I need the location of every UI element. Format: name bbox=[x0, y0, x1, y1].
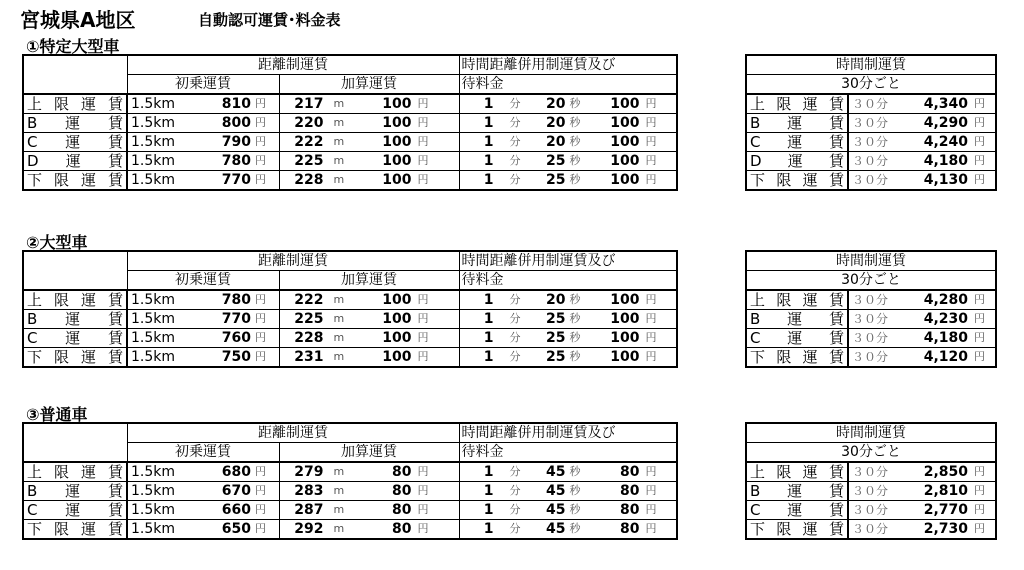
additional-distance: 217 bbox=[294, 96, 324, 112]
distance-fare-header: 距離制運賃 bbox=[258, 425, 328, 441]
row-label: 下 限 運 賃 bbox=[27, 520, 123, 538]
waiting-minutes: 1 bbox=[483, 464, 494, 480]
fare-row bbox=[23, 152, 677, 171]
yen-unit: 円 bbox=[255, 465, 266, 478]
blank-header bbox=[23, 251, 127, 290]
waiting-fee: 100 bbox=[610, 311, 640, 327]
initial-fare: 680 bbox=[221, 464, 251, 480]
second-unit: 秒 bbox=[569, 350, 581, 363]
waiting-seconds: 20 bbox=[546, 96, 566, 112]
initial-fare: 780 bbox=[221, 292, 251, 308]
meter-unit: m bbox=[333, 503, 345, 516]
waiting-fee-header: 待料金 bbox=[461, 76, 504, 92]
time-fare-header: 時間制運賃 bbox=[836, 425, 906, 441]
row-label: 下 限 運 賃 bbox=[750, 171, 844, 189]
initial-fare: 670 bbox=[221, 483, 251, 499]
time-fare-row bbox=[746, 114, 996, 133]
initial-fare: 660 bbox=[221, 502, 251, 518]
row-label: C 運 賃 bbox=[27, 133, 123, 151]
additional-distance: 225 bbox=[294, 153, 324, 169]
initial-fare-header: 初乗運賃 bbox=[175, 76, 231, 92]
yen-unit: 円 bbox=[417, 350, 429, 363]
yen-unit: 円 bbox=[645, 135, 657, 148]
second-unit: 秒 bbox=[569, 331, 581, 344]
time-fare: 2,730 bbox=[923, 521, 968, 537]
second-unit: 秒 bbox=[569, 135, 581, 148]
initial-distance: 1.5km bbox=[131, 96, 176, 112]
minute-unit: 分 bbox=[509, 465, 521, 478]
meter-unit: m bbox=[333, 484, 345, 497]
fare-table bbox=[22, 54, 678, 191]
waiting-fee: 100 bbox=[610, 172, 640, 188]
waiting-seconds: 20 bbox=[546, 292, 566, 308]
additional-fare-header: 加算運賃 bbox=[341, 272, 397, 288]
minute-unit: 分 bbox=[509, 350, 521, 363]
row-label: 上 限 運 賃 bbox=[27, 95, 123, 113]
yen-unit: 円 bbox=[417, 135, 429, 148]
waiting-fee-header: 待料金 bbox=[461, 272, 504, 288]
additional-fare: 100 bbox=[382, 115, 412, 131]
yen-unit: 円 bbox=[645, 173, 657, 186]
waiting-minutes: 1 bbox=[483, 292, 494, 308]
yen-unit: 円 bbox=[645, 97, 657, 110]
yen-unit: 円 bbox=[255, 350, 266, 363]
waiting-minutes: 1 bbox=[483, 96, 494, 112]
time-fare: 2,810 bbox=[923, 483, 968, 499]
yen-unit: 円 bbox=[255, 484, 266, 497]
thirty-minute-unit: ３０分 bbox=[852, 465, 889, 479]
additional-distance: 231 bbox=[294, 349, 324, 365]
row-label: 上 限 運 賃 bbox=[27, 291, 123, 309]
time-fare-row bbox=[746, 348, 996, 368]
minute-unit: 分 bbox=[509, 312, 521, 325]
additional-distance: 220 bbox=[294, 115, 324, 131]
meter-unit: m bbox=[333, 154, 345, 167]
yen-unit: 円 bbox=[417, 522, 429, 535]
row-label: 上 限 運 賃 bbox=[750, 291, 844, 309]
thirty-minute-unit: ３０分 bbox=[852, 522, 889, 536]
time-fare-header: 時間制運賃 bbox=[836, 253, 906, 269]
yen-unit: 円 bbox=[255, 312, 266, 325]
yen-unit: 円 bbox=[974, 97, 985, 110]
waiting-seconds: 45 bbox=[546, 521, 566, 537]
yen-unit: 円 bbox=[417, 465, 429, 478]
time-fare: 4,130 bbox=[923, 172, 968, 188]
waiting-fee: 100 bbox=[610, 349, 640, 365]
waiting-minutes: 1 bbox=[483, 311, 494, 327]
yen-unit: 円 bbox=[417, 173, 429, 186]
additional-distance: 279 bbox=[294, 464, 324, 480]
time-fare-header: 時間制運賃 bbox=[836, 57, 906, 73]
thirty-minute-unit: ３０分 bbox=[852, 116, 889, 130]
meter-unit: m bbox=[333, 465, 345, 478]
initial-distance: 1.5km bbox=[131, 153, 176, 169]
time-fare-row bbox=[746, 310, 996, 329]
time-fare-row bbox=[746, 133, 996, 152]
meter-unit: m bbox=[333, 312, 345, 325]
minute-unit: 分 bbox=[509, 293, 521, 306]
initial-distance: 1.5km bbox=[131, 521, 176, 537]
initial-fare-header: 初乗運賃 bbox=[175, 272, 231, 288]
yen-unit: 円 bbox=[645, 503, 657, 516]
blank-header bbox=[23, 423, 127, 462]
thirty-minute-unit: ３０分 bbox=[852, 97, 889, 111]
fare-row bbox=[23, 501, 677, 520]
fare-row bbox=[23, 94, 677, 114]
waiting-seconds: 45 bbox=[546, 502, 566, 518]
fare-row bbox=[23, 482, 677, 501]
time-fare: 4,280 bbox=[923, 292, 968, 308]
thirty-minute-unit: ３０分 bbox=[852, 503, 889, 517]
minute-unit: 分 bbox=[509, 522, 521, 535]
yen-unit: 円 bbox=[417, 484, 429, 497]
yen-unit: 円 bbox=[974, 312, 985, 325]
waiting-fee: 80 bbox=[620, 483, 640, 499]
waiting-minutes: 1 bbox=[483, 521, 494, 537]
yen-unit: 円 bbox=[417, 97, 429, 110]
thirty-minute-unit: ３０分 bbox=[852, 173, 889, 187]
additional-fare: 80 bbox=[392, 502, 412, 518]
time-fare-row bbox=[746, 171, 996, 191]
time-fare: 2,850 bbox=[923, 464, 968, 480]
yen-unit: 円 bbox=[645, 465, 657, 478]
distance-fare-header: 距離制運賃 bbox=[258, 57, 328, 73]
row-label: B 運 賃 bbox=[27, 114, 123, 132]
yen-unit: 円 bbox=[417, 116, 429, 129]
row-label: B 運 賃 bbox=[27, 310, 123, 328]
yen-unit: 円 bbox=[974, 350, 985, 363]
row-label: B 運 賃 bbox=[750, 114, 844, 132]
meter-unit: m bbox=[333, 97, 345, 110]
row-label: 下 限 運 賃 bbox=[750, 520, 844, 538]
additional-fare: 80 bbox=[392, 483, 412, 499]
row-label: C 運 賃 bbox=[750, 501, 844, 519]
time-fare-table bbox=[745, 54, 997, 191]
row-label: B 運 賃 bbox=[750, 310, 844, 328]
time-fare-row bbox=[746, 482, 996, 501]
yen-unit: 円 bbox=[974, 484, 985, 497]
yen-unit: 円 bbox=[974, 293, 985, 306]
waiting-seconds: 45 bbox=[546, 483, 566, 499]
yen-unit: 円 bbox=[417, 293, 429, 306]
initial-fare: 770 bbox=[221, 172, 251, 188]
section-title: ③普通車 bbox=[26, 405, 88, 424]
minute-unit: 分 bbox=[509, 484, 521, 497]
waiting-seconds: 25 bbox=[546, 172, 566, 188]
yen-unit: 円 bbox=[974, 522, 985, 535]
additional-distance: 225 bbox=[294, 311, 324, 327]
additional-distance: 222 bbox=[294, 134, 324, 150]
additional-distance: 222 bbox=[294, 292, 324, 308]
time-fare: 4,340 bbox=[923, 96, 968, 112]
second-unit: 秒 bbox=[569, 173, 581, 186]
yen-unit: 円 bbox=[974, 503, 985, 516]
thirty-minute-unit: ３０分 bbox=[852, 350, 889, 364]
initial-fare: 810 bbox=[221, 96, 251, 112]
waiting-fee: 100 bbox=[610, 153, 640, 169]
blank-header bbox=[23, 55, 127, 94]
yen-unit: 円 bbox=[255, 97, 266, 110]
minute-unit: 分 bbox=[509, 97, 521, 110]
row-label: 下 限 運 賃 bbox=[27, 348, 123, 366]
section-title: ②大型車 bbox=[26, 233, 88, 252]
fare-row bbox=[23, 462, 677, 482]
additional-distance: 228 bbox=[294, 172, 324, 188]
initial-distance: 1.5km bbox=[131, 134, 176, 150]
yen-unit: 円 bbox=[645, 293, 657, 306]
waiting-minutes: 1 bbox=[483, 349, 494, 365]
meter-unit: m bbox=[333, 135, 345, 148]
waiting-fee: 100 bbox=[610, 134, 640, 150]
row-label: B 運 賃 bbox=[750, 482, 844, 500]
meter-unit: m bbox=[333, 522, 345, 535]
second-unit: 秒 bbox=[569, 522, 581, 535]
waiting-fee-header: 待料金 bbox=[461, 444, 504, 460]
yen-unit: 円 bbox=[255, 116, 266, 129]
initial-distance: 1.5km bbox=[131, 502, 176, 518]
initial-fare: 800 bbox=[221, 115, 251, 131]
page-title: 宮城県A地区 bbox=[20, 8, 136, 32]
time-fare-row bbox=[746, 462, 996, 482]
initial-distance: 1.5km bbox=[131, 292, 176, 308]
waiting-seconds: 25 bbox=[546, 330, 566, 346]
yen-unit: 円 bbox=[417, 503, 429, 516]
row-label: 下 限 運 賃 bbox=[750, 348, 844, 366]
additional-fare: 100 bbox=[382, 330, 412, 346]
waiting-minutes: 1 bbox=[483, 330, 494, 346]
time-fare: 4,180 bbox=[923, 330, 968, 346]
additional-distance: 292 bbox=[294, 521, 324, 537]
fare-row bbox=[23, 348, 677, 368]
initial-distance: 1.5km bbox=[131, 330, 176, 346]
additional-fare: 100 bbox=[382, 172, 412, 188]
waiting-fee: 100 bbox=[610, 292, 640, 308]
yen-unit: 円 bbox=[255, 522, 266, 535]
initial-fare: 790 bbox=[221, 134, 251, 150]
fare-row bbox=[23, 133, 677, 152]
meter-unit: m bbox=[333, 350, 345, 363]
initial-distance: 1.5km bbox=[131, 483, 176, 499]
waiting-fee: 100 bbox=[610, 330, 640, 346]
yen-unit: 円 bbox=[417, 154, 429, 167]
minute-unit: 分 bbox=[509, 173, 521, 186]
additional-fare: 80 bbox=[392, 521, 412, 537]
section-title: ①特定大型車 bbox=[26, 37, 120, 56]
waiting-fee: 80 bbox=[620, 502, 640, 518]
second-unit: 秒 bbox=[569, 293, 581, 306]
waiting-minutes: 1 bbox=[483, 153, 494, 169]
initial-distance: 1.5km bbox=[131, 172, 176, 188]
minute-unit: 分 bbox=[509, 135, 521, 148]
row-label: D 運 賃 bbox=[27, 152, 123, 170]
row-label: C 運 賃 bbox=[750, 133, 844, 151]
yen-unit: 円 bbox=[255, 503, 266, 516]
initial-distance: 1.5km bbox=[131, 311, 176, 327]
minute-unit: 分 bbox=[509, 154, 521, 167]
waiting-fee: 80 bbox=[620, 464, 640, 480]
meter-unit: m bbox=[333, 116, 345, 129]
time-fare-row bbox=[746, 290, 996, 310]
yen-unit: 円 bbox=[974, 465, 985, 478]
additional-fare: 100 bbox=[382, 96, 412, 112]
yen-unit: 円 bbox=[974, 331, 985, 344]
second-unit: 秒 bbox=[569, 154, 581, 167]
initial-fare: 750 bbox=[221, 349, 251, 365]
waiting-minutes: 1 bbox=[483, 172, 494, 188]
fare-row bbox=[23, 329, 677, 348]
second-unit: 秒 bbox=[569, 97, 581, 110]
additional-fare: 100 bbox=[382, 311, 412, 327]
fare-row bbox=[23, 114, 677, 133]
page-subtitle: 自動認可運賃･料金表 bbox=[198, 11, 341, 29]
thirty-minute-unit: ３０分 bbox=[852, 331, 889, 345]
thirty-minute-unit: ３０分 bbox=[852, 484, 889, 498]
fare-row bbox=[23, 171, 677, 191]
waiting-seconds: 25 bbox=[546, 349, 566, 365]
time-fare: 2,770 bbox=[923, 502, 968, 518]
combined-fare-header: 時間距離併用制運賃及び bbox=[461, 253, 616, 269]
waiting-seconds: 20 bbox=[546, 134, 566, 150]
initial-fare: 650 bbox=[221, 521, 251, 537]
meter-unit: m bbox=[333, 331, 345, 344]
fare-table bbox=[22, 422, 678, 540]
waiting-seconds: 25 bbox=[546, 311, 566, 327]
yen-unit: 円 bbox=[974, 135, 985, 148]
yen-unit: 円 bbox=[645, 116, 657, 129]
yen-unit: 円 bbox=[255, 331, 266, 344]
minute-unit: 分 bbox=[509, 116, 521, 129]
fare-row bbox=[23, 290, 677, 310]
time-fare-table bbox=[745, 422, 997, 540]
time-fare: 4,180 bbox=[923, 153, 968, 169]
initial-distance: 1.5km bbox=[131, 115, 176, 131]
waiting-minutes: 1 bbox=[483, 115, 494, 131]
initial-fare: 770 bbox=[221, 311, 251, 327]
yen-unit: 円 bbox=[645, 350, 657, 363]
yen-unit: 円 bbox=[255, 293, 266, 306]
additional-fare: 100 bbox=[382, 134, 412, 150]
fare-row bbox=[23, 520, 677, 540]
second-unit: 秒 bbox=[569, 116, 581, 129]
waiting-seconds: 45 bbox=[546, 464, 566, 480]
yen-unit: 円 bbox=[417, 331, 429, 344]
thirty-minute-unit: ３０分 bbox=[852, 135, 889, 149]
time-fare-row bbox=[746, 329, 996, 348]
row-label: C 運 賃 bbox=[750, 329, 844, 347]
initial-fare: 760 bbox=[221, 330, 251, 346]
time-fare: 4,290 bbox=[923, 115, 968, 131]
waiting-seconds: 25 bbox=[546, 153, 566, 169]
additional-fare: 80 bbox=[392, 464, 412, 480]
yen-unit: 円 bbox=[255, 173, 266, 186]
initial-fare-header: 初乗運賃 bbox=[175, 444, 231, 460]
row-label: 上 限 運 賃 bbox=[750, 95, 844, 113]
time-fare: 4,230 bbox=[923, 311, 968, 327]
row-label: B 運 賃 bbox=[27, 482, 123, 500]
row-label: C 運 賃 bbox=[27, 329, 123, 347]
additional-distance: 283 bbox=[294, 483, 324, 499]
time-fare-row bbox=[746, 501, 996, 520]
waiting-fee: 80 bbox=[620, 521, 640, 537]
row-label: 上 限 運 賃 bbox=[27, 463, 123, 481]
waiting-seconds: 20 bbox=[546, 115, 566, 131]
yen-unit: 円 bbox=[645, 484, 657, 497]
waiting-fee: 100 bbox=[610, 96, 640, 112]
initial-distance: 1.5km bbox=[131, 464, 176, 480]
yen-unit: 円 bbox=[417, 312, 429, 325]
additional-fare: 100 bbox=[382, 292, 412, 308]
per-30min-header: 30分ごと bbox=[841, 76, 901, 92]
per-30min-header: 30分ごと bbox=[841, 444, 901, 460]
minute-unit: 分 bbox=[509, 331, 521, 344]
minute-unit: 分 bbox=[509, 503, 521, 516]
time-fare-row bbox=[746, 520, 996, 540]
meter-unit: m bbox=[333, 293, 345, 306]
additional-fare: 100 bbox=[382, 349, 412, 365]
thirty-minute-unit: ３０分 bbox=[852, 154, 889, 168]
additional-fare-header: 加算運賃 bbox=[341, 76, 397, 92]
meter-unit: m bbox=[333, 173, 345, 186]
initial-fare: 780 bbox=[221, 153, 251, 169]
yen-unit: 円 bbox=[974, 154, 985, 167]
waiting-minutes: 1 bbox=[483, 483, 494, 499]
row-label: C 運 賃 bbox=[27, 501, 123, 519]
yen-unit: 円 bbox=[255, 135, 266, 148]
yen-unit: 円 bbox=[974, 116, 985, 129]
combined-fare-header: 時間距離併用制運賃及び bbox=[461, 425, 616, 441]
fare-table bbox=[22, 250, 678, 368]
second-unit: 秒 bbox=[569, 503, 581, 516]
yen-unit: 円 bbox=[974, 173, 985, 186]
additional-distance: 287 bbox=[294, 502, 324, 518]
initial-distance: 1.5km bbox=[131, 349, 176, 365]
row-label: D 運 賃 bbox=[750, 152, 844, 170]
fare-row bbox=[23, 310, 677, 329]
waiting-fee: 100 bbox=[610, 115, 640, 131]
second-unit: 秒 bbox=[569, 465, 581, 478]
additional-fare-header: 加算運賃 bbox=[341, 444, 397, 460]
row-label: 上 限 運 賃 bbox=[750, 463, 844, 481]
yen-unit: 円 bbox=[645, 331, 657, 344]
combined-fare-header: 時間距離併用制運賃及び bbox=[461, 57, 616, 73]
additional-distance: 228 bbox=[294, 330, 324, 346]
per-30min-header: 30分ごと bbox=[841, 272, 901, 288]
time-fare-row bbox=[746, 152, 996, 171]
time-fare-row bbox=[746, 94, 996, 114]
waiting-minutes: 1 bbox=[483, 502, 494, 518]
waiting-minutes: 1 bbox=[483, 134, 494, 150]
yen-unit: 円 bbox=[645, 522, 657, 535]
time-fare-table bbox=[745, 250, 997, 368]
yen-unit: 円 bbox=[645, 154, 657, 167]
yen-unit: 円 bbox=[255, 154, 266, 167]
thirty-minute-unit: ３０分 bbox=[852, 293, 889, 307]
second-unit: 秒 bbox=[569, 312, 581, 325]
row-label: 下 限 運 賃 bbox=[27, 171, 123, 189]
distance-fare-header: 距離制運賃 bbox=[258, 253, 328, 269]
second-unit: 秒 bbox=[569, 484, 581, 497]
thirty-minute-unit: ３０分 bbox=[852, 312, 889, 326]
time-fare: 4,120 bbox=[923, 349, 968, 365]
additional-fare: 100 bbox=[382, 153, 412, 169]
yen-unit: 円 bbox=[645, 312, 657, 325]
time-fare: 4,240 bbox=[923, 134, 968, 150]
